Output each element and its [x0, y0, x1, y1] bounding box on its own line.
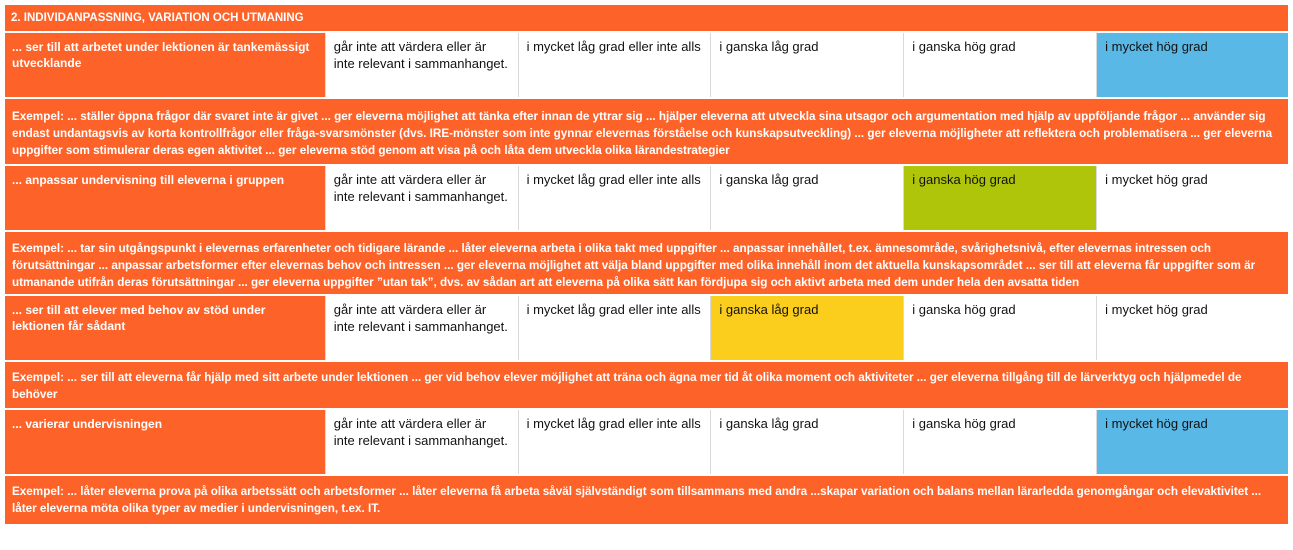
rating-option-fairly-low[interactable]: i ganska låg grad	[710, 410, 903, 474]
rating-option-not-applicable[interactable]: går inte att värdera eller är inte relevant i sammanhanget.	[325, 296, 518, 360]
example-text: Exempel: ... ser till att eleverna får hjälp med sitt arbete under lektionen ... ger vid behov elever möjlighet att träna och ägna mer tid åt olika moment och aktiviteter ... ger eleverna tillgång till de lärverktyg och hjälpmedel de behöver	[5, 362, 1288, 410]
criterion-label: ... varierar undervisningen	[5, 410, 325, 474]
criterion-label: ... anpassar undervisning till eleverna i gruppen	[5, 166, 325, 230]
rating-option-very-low[interactable]: i mycket låg grad eller inte alls	[518, 410, 711, 474]
rating-option-very-high[interactable]: i mycket hög grad	[1096, 296, 1288, 360]
example-text: Exempel: ... ställer öppna frågor där svaret inte är givet ... ger eleverna möjlighet att tänka efter innan de yttrar sig ... hjälper eleverna att utveckla sina utsagor och argumentation med hjälp av uppföljande frågor ... använder sig endast undantagsvis av korta kontrollfrågor eller fråga-svarsmönster (dvs. IRE-mönster som inte gynnar elevernas förståelse och kunskapsutveckling) ... ger eleverna möjligheter att reflektera och problematisera ... ger eleverna uppgifter som stimulerar deras egen aktivitet ... ger eleverna stöd genom att visa på och låta dem utveckla olika lärandestrategier	[5, 99, 1288, 166]
rating-option-not-applicable[interactable]: går inte att värdera eller är inte relevant i sammanhanget.	[325, 410, 518, 474]
rating-row	[5, 166, 1288, 232]
rating-option-not-applicable[interactable]: går inte att värdera eller är inte relevant i sammanhanget.	[325, 33, 518, 97]
rating-option-very-high[interactable]: i mycket hög grad	[1096, 166, 1288, 230]
rating-option-fairly-high[interactable]: i ganska hög grad	[903, 410, 1096, 474]
rating-option-very-low[interactable]: i mycket låg grad eller inte alls	[518, 166, 711, 230]
rating-option-fairly-high-selected[interactable]: i ganska hög grad	[903, 166, 1096, 230]
section-header: 2. INDIVIDANPASSNING, VARIATION OCH UTMANING	[5, 5, 1288, 33]
example-text: Exempel: ... låter eleverna prova på olika arbetssätt och arbetsformer ... låter eleverna få arbeta såväl självständigt som tillsammans med andra ...skapar variation och balans mellan lärarledda genomgångar och elevaktivitet ... låter eleverna möta olika typer av medier i undervisningen, t.ex. IT.	[5, 476, 1288, 526]
criterion-label: ... ser till att elever med behov av stöd under lektionen får sådant	[5, 296, 325, 360]
example-text: Exempel: ... tar sin utgångspunkt i elevernas erfarenheter och tidigare lärande ... låter eleverna arbeta i olika takt med uppgifter ... anpassar innehållet, t.ex. ämnesområde, svårighetsnivå, efter elevernas intressen och förutsättningar ... anpassar arbetsformer efter elevernas behov och intressen ... ger eleverna möjlighet att välja bland uppgifter med olika innehåll inom det aktuella kunskapsområdet ... ser till att eleverna får uppgifter som är utmanande utifrån deras förutsättningar ... ger eleverna uppgifter ”utan tak”, dvs. av sådan art att eleverna på olika sätt kan fördjupa sig och aktivt arbeta med dem under hela den avsatta tiden	[5, 232, 1288, 296]
rating-option-fairly-low-selected[interactable]: i ganska låg grad	[710, 296, 903, 360]
rating-row	[5, 410, 1288, 476]
rating-option-not-applicable[interactable]: går inte att värdera eller är inte relevant i sammanhanget.	[325, 166, 518, 230]
rating-row	[5, 33, 1288, 99]
rating-option-very-high-selected[interactable]: i mycket hög grad	[1096, 410, 1288, 474]
rating-option-fairly-high[interactable]: i ganska hög grad	[903, 296, 1096, 360]
rating-option-very-low[interactable]: i mycket låg grad eller inte alls	[518, 33, 711, 97]
rating-option-fairly-low[interactable]: i ganska låg grad	[710, 166, 903, 230]
rating-row	[5, 296, 1288, 362]
criterion-label: ... ser till att arbetet under lektionen är tankemässigt utvecklande	[5, 33, 325, 97]
rating-option-fairly-low[interactable]: i ganska låg grad	[710, 33, 903, 97]
rating-option-very-low[interactable]: i mycket låg grad eller inte alls	[518, 296, 711, 360]
rating-option-very-high-selected[interactable]: i mycket hög grad	[1096, 33, 1288, 97]
assessment-table	[5, 5, 1288, 526]
rating-option-fairly-high[interactable]: i ganska hög grad	[903, 33, 1096, 97]
